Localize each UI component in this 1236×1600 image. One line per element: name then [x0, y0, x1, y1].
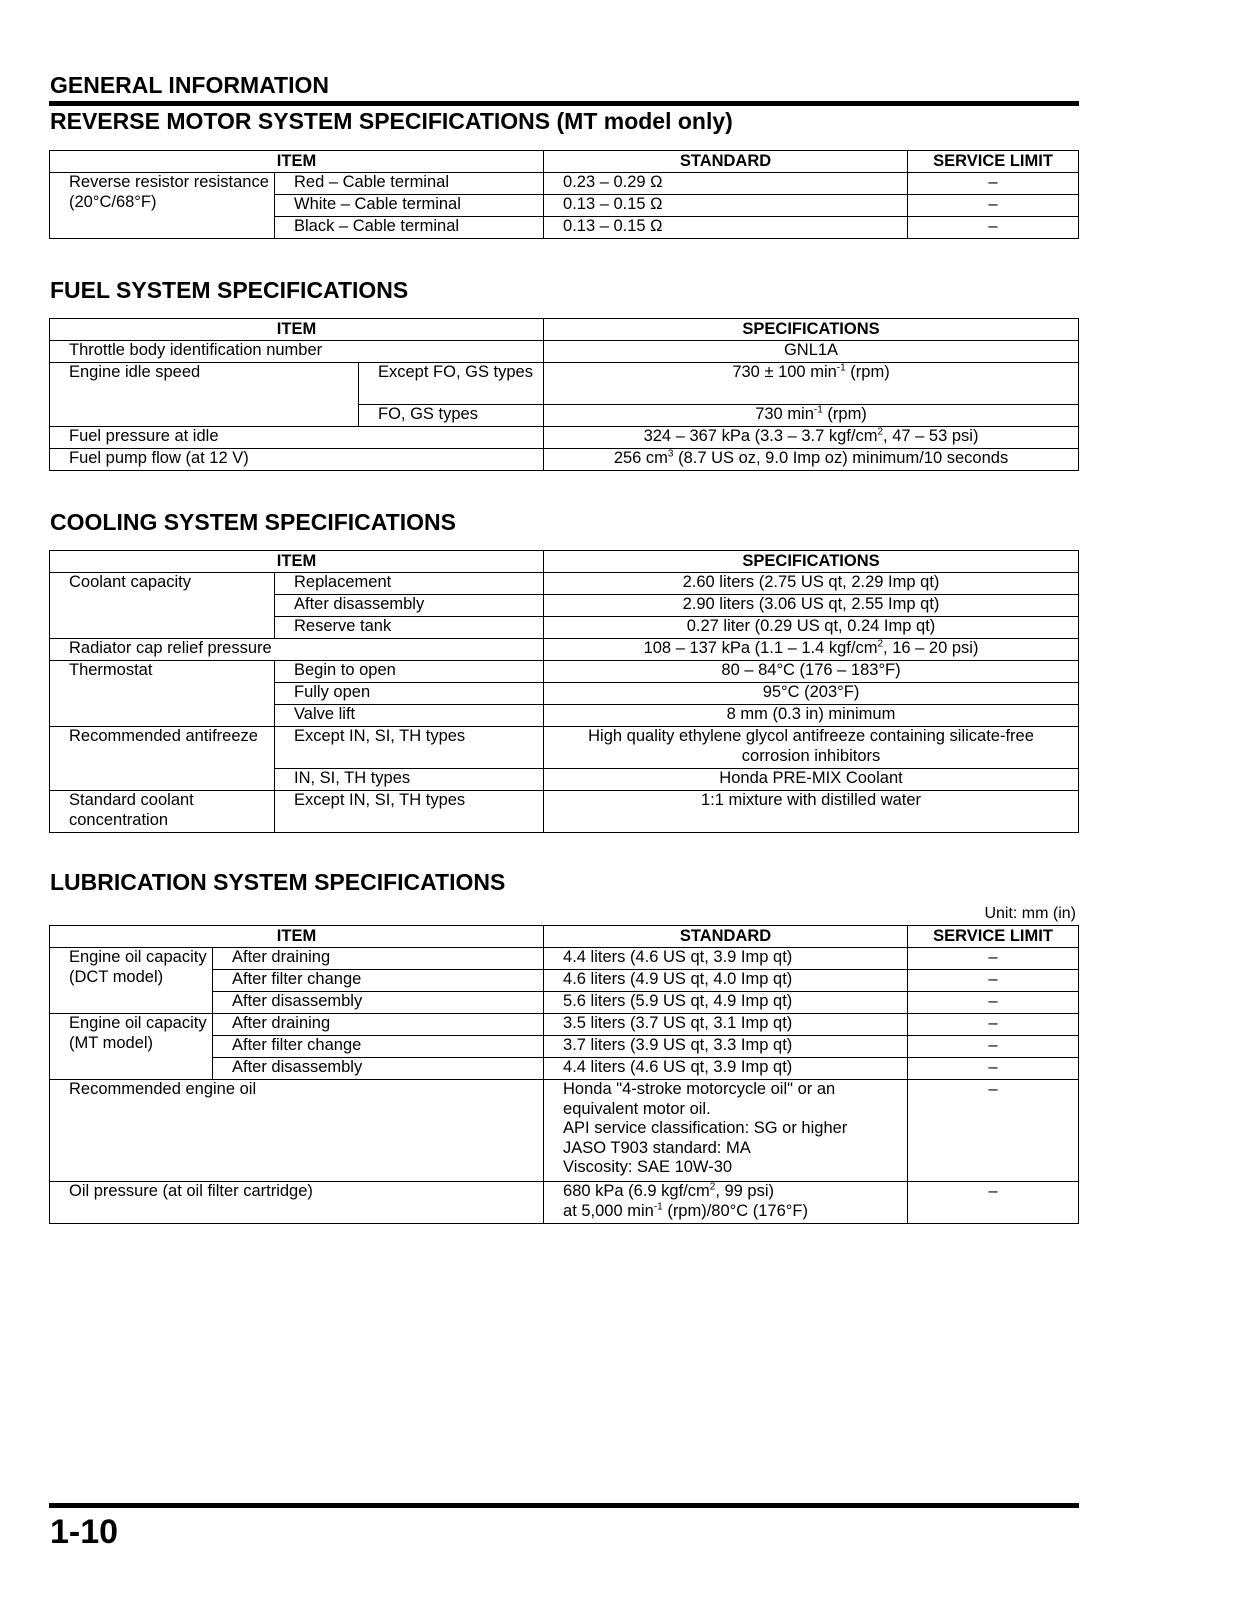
header-rule [49, 101, 1079, 106]
fuel-pressure-item: Fuel pressure at idle [50, 427, 544, 449]
oil-standard: 5.6 liters (5.9 US qt, 4.9 Imp qt) [544, 992, 908, 1014]
oil-sub: After disassembly [213, 992, 544, 1014]
oil-sub: After filter change [213, 970, 544, 992]
capacity-sub: Replacement [275, 573, 544, 595]
fuel-section-title: FUEL SYSTEM SPECIFICATIONS [50, 277, 409, 303]
reverse-sub: White – Cable terminal [275, 195, 544, 217]
oil-standard: 4.6 liters (4.9 US qt, 4.0 Imp qt) [544, 970, 908, 992]
capacity-spec: 2.60 liters (2.75 US qt, 2.29 Imp qt) [544, 573, 1079, 595]
reverse-limit: – [908, 173, 1079, 195]
oil-sub: After draining [213, 948, 544, 970]
thermostat-sub: Fully open [275, 683, 544, 705]
oil-standard: 4.4 liters (4.6 US qt, 3.9 Imp qt) [544, 948, 908, 970]
thermostat-item: Thermostat [50, 661, 275, 727]
oil-line: API service classification: SG or higher [563, 1119, 848, 1137]
unit-label: Unit: mm (in) [984, 905, 1076, 922]
antifreeze-spec: High quality ethylene glycol antifreeze containing silicate-free corrosion inhibitors [544, 727, 1079, 769]
antifreeze-sub: IN, SI, TH types [275, 769, 544, 791]
reverse-resistor-item: Reverse resistor resistance (20°C/68°F) [50, 173, 275, 239]
antifreeze-item: Recommended antifreeze [50, 727, 275, 791]
throttle-spec: GNL1A [544, 341, 1079, 363]
fuel-pump-spec: 256 $cm^3$ (8.7 US oz, 9.0 Imp oz) minimum/10 seconds [544, 449, 1079, 471]
fuel-spec-table [49, 318, 1079, 471]
thermostat-spec: 95°C (203°F) [544, 683, 1079, 705]
dct-oil-item: Engine oil capacity (DCT model) [50, 948, 213, 1014]
cooling-section-title: COOLING SYSTEM SPECIFICATIONS [50, 509, 456, 535]
throttle-item: Throttle body identification number [50, 341, 544, 363]
page-header-title: GENERAL INFORMATION [50, 72, 329, 98]
reverse-limit: – [908, 195, 1079, 217]
header-service-limit: SERVICE LIMIT [908, 926, 1079, 948]
recommended-oil-limit: – [908, 1080, 1079, 1182]
reverse-section-title: REVERSE MOTOR SYSTEM SPECIFICATIONS (MT model only) [50, 108, 733, 134]
antifreeze-sub: Except IN, SI, TH types [275, 727, 544, 769]
reverse-sub: Red – Cable terminal [275, 173, 544, 195]
capacity-sub: Reserve tank [275, 617, 544, 639]
reverse-limit: – [908, 217, 1079, 239]
oil-sub: After disassembly [213, 1058, 544, 1080]
lube-section-title: LUBRICATION SYSTEM SPECIFICATIONS [50, 869, 506, 895]
oil-sub: After draining [213, 1014, 544, 1036]
antifreeze-spec: Honda PRE-MIX Coolant [544, 769, 1079, 791]
radiator-cap-item: Radiator cap relief pressure [50, 639, 544, 661]
cooling-spec-table [49, 550, 1079, 833]
oil-line: Honda "4-stroke motorcycle oil" or an equivalent motor oil. [563, 1080, 836, 1118]
header-service-limit: SERVICE LIMIT [908, 151, 1079, 173]
idle-speed-item: Engine idle speed [50, 363, 359, 427]
header-item: ITEM [50, 151, 544, 173]
oil-limit: – [908, 970, 1079, 992]
oil-standard: 4.4 liters (4.6 US qt, 3.9 Imp qt) [544, 1058, 908, 1080]
oil-limit: – [908, 1058, 1079, 1080]
idle-sub: FO, GS types [359, 405, 544, 427]
concentration-item: Standard coolant concentration [50, 791, 275, 833]
concentration-sub: Except IN, SI, TH types [275, 791, 544, 833]
capacity-spec: 0.27 liter (0.29 US qt, 0.24 Imp qt) [544, 617, 1079, 639]
thermostat-sub: Begin to open [275, 661, 544, 683]
footer-rule [49, 1503, 1079, 1508]
idle-spec: 730 $\min^{-1} (rpm)$ [544, 405, 1079, 427]
capacity-spec: 2.90 liters (3.06 US qt, 2.55 Imp qt) [544, 595, 1079, 617]
reverse-standard: 0.13 – 0.15 Ω [544, 217, 908, 239]
oil-pressure-standard: 680 kPa (6.9 kgf/$cm^2$, 99 psi) at 5,000 $\min^{-1} (rpm)/80^\circ C$ (176°F) [544, 1182, 908, 1224]
reverse-standard: 0.23 – 0.29 Ω [544, 173, 908, 195]
oil-limit: – [908, 1036, 1079, 1058]
mt-oil-item: Engine oil capacity (MT model) [50, 1014, 213, 1080]
oil-sub: After filter change [213, 1036, 544, 1058]
header-specifications: SPECIFICATIONS [544, 319, 1079, 341]
reverse-spec-table [49, 150, 1079, 239]
idle-sub: Except FO, GS types [359, 363, 544, 405]
thermostat-spec: 8 mm (0.3 in) minimum [544, 705, 1079, 727]
oil-line: Viscosity: SAE 10W-30 [563, 1158, 733, 1176]
oil-standard: 3.7 liters (3.9 US qt, 3.3 Imp qt) [544, 1036, 908, 1058]
idle-spec: 730 ± 100 $\min^{-1} (rpm)$ [544, 363, 1079, 405]
oil-standard: 3.5 liters (3.7 US qt, 3.1 Imp qt) [544, 1014, 908, 1036]
header-item: ITEM [50, 319, 544, 341]
thermostat-sub: Valve lift [275, 705, 544, 727]
coolant-capacity-item: Coolant capacity [50, 573, 275, 639]
page-number: 1-10 [50, 1513, 119, 1551]
header-specifications: SPECIFICATIONS [544, 551, 1079, 573]
header-item: ITEM [50, 551, 544, 573]
oil-pressure-item: Oil pressure (at oil filter cartridge) [50, 1182, 544, 1224]
recommended-oil-item: Recommended engine oil [50, 1080, 544, 1182]
thermostat-spec: 80 – 84°C (176 – 183°F) [544, 661, 1079, 683]
capacity-sub: After disassembly [275, 595, 544, 617]
concentration-spec: 1:1 mixture with distilled water [544, 791, 1079, 833]
oil-line: JASO T903 standard: MA [563, 1138, 751, 1157]
oil-pressure-limit: – [908, 1182, 1079, 1224]
reverse-sub: Black – Cable terminal [275, 217, 544, 239]
lube-spec-table [49, 925, 1079, 1224]
oil-limit: – [908, 992, 1079, 1014]
fuel-pressure-spec: 324 – 367 kPa (3.3 – 3.7 kgf/$cm^2$, 47 – 53 psi) [544, 427, 1079, 449]
header-item: ITEM [50, 926, 544, 948]
reverse-standard: 0.13 – 0.15 Ω [544, 195, 908, 217]
radiator-cap-spec: 108 – 137 kPa (1.1 – 1.4 kgf/$cm^2$, 16 – 20 psi) [544, 639, 1079, 661]
header-standard: STANDARD [544, 151, 908, 173]
oil-limit: – [908, 948, 1079, 970]
recommended-oil-standard [544, 1080, 908, 1182]
header-standard: STANDARD [544, 926, 908, 948]
fuel-pump-item: Fuel pump flow (at 12 V) [50, 449, 544, 471]
oil-limit: – [908, 1014, 1079, 1036]
